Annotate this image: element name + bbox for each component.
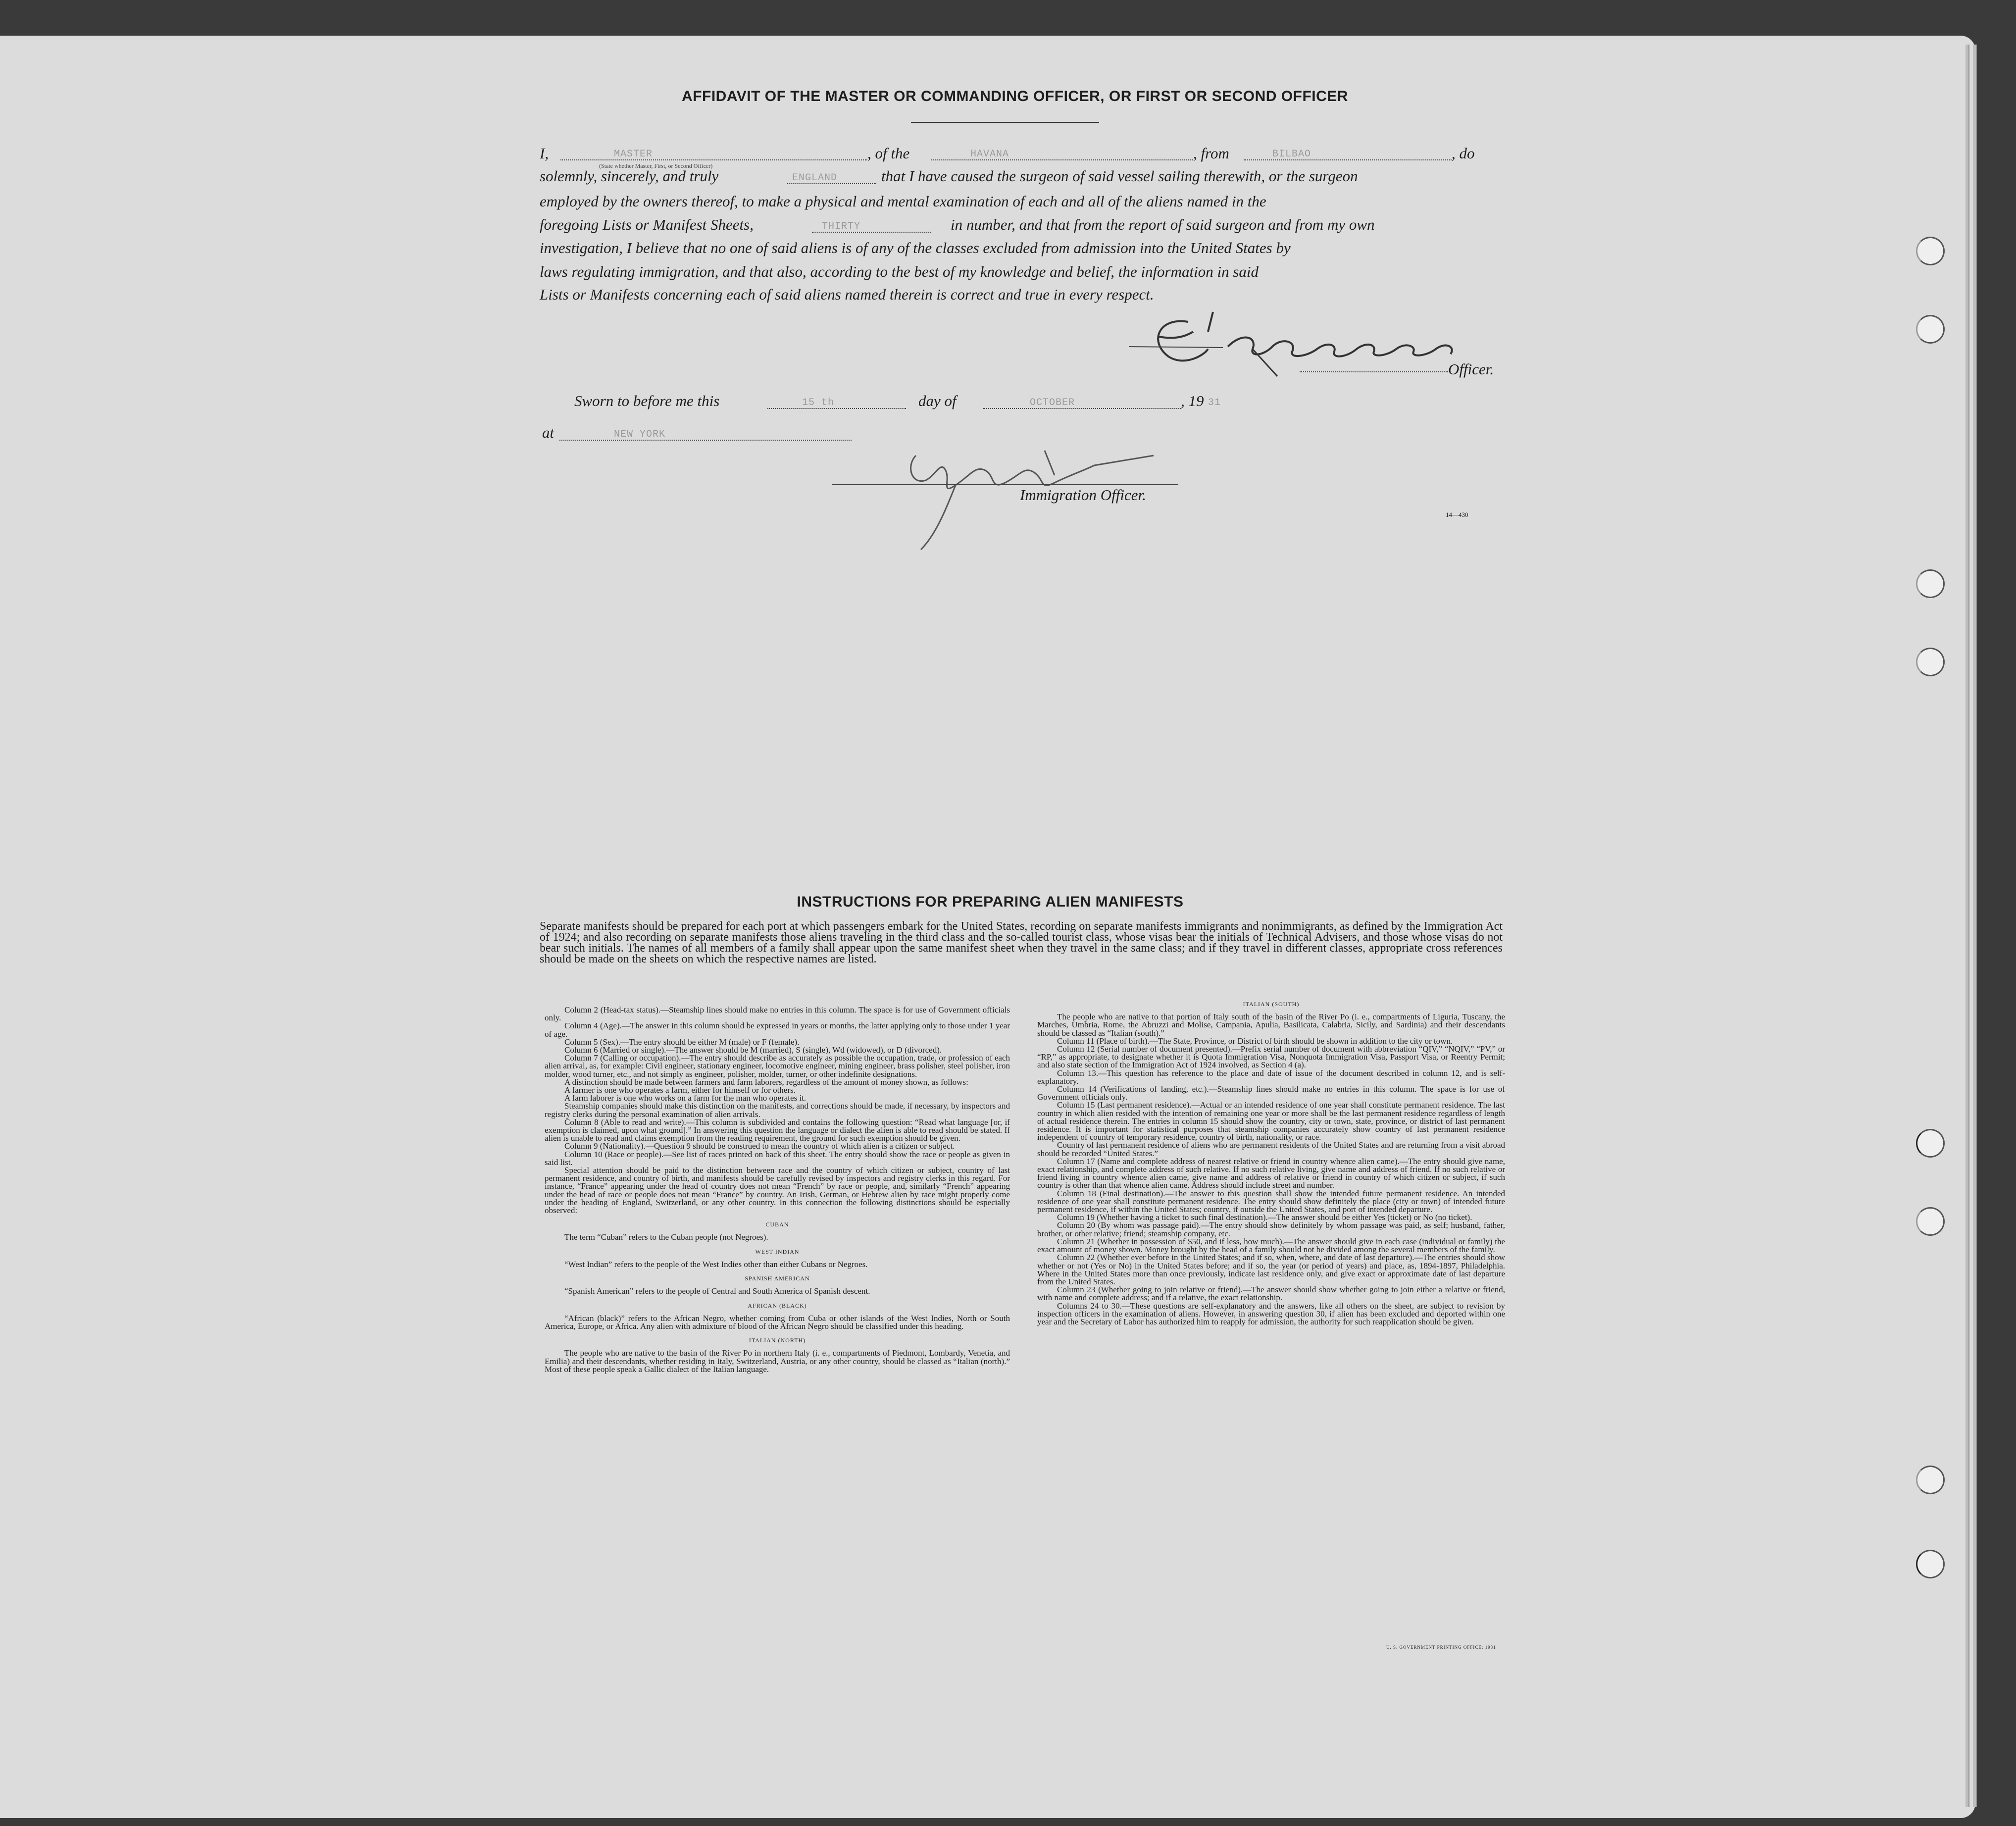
vessel-value: HAVANA <box>970 149 1009 160</box>
page-edge <box>1966 45 1969 1807</box>
cuban-heading: CUBAN <box>765 1221 789 1228</box>
spanish-american-heading: SPANISH AMERICAN <box>745 1275 810 1282</box>
col15-note: Country of last permanent residence of aliens who are permanent residents of the United States and are returning from a visit abroad should be recorded “United States.” <box>1037 1140 1505 1158</box>
line2-b: that I have caused the surgeon of said vessel sailing therewith, or the surgeon <box>881 167 1358 185</box>
rank-blank <box>560 145 867 160</box>
col7-instruction: Column 7 (Calling or occupation).—The entry should describe as accurately as possible the occupation, trade, or profession of each alien arrival, as, for example: Civil engineer, stationary engineer, locomotive engineer, mining engineer, brass polisher, steel polisher, iron molder, wood turner, etc., and not simply as engineer, polisher, molder, turner, or other indefinite designations. <box>545 1053 1010 1079</box>
italian-south-heading: ITALIAN (SOUTH) <box>1243 1001 1300 1008</box>
place-blank <box>559 425 852 441</box>
line2-a: solemnly, sincerely, and truly <box>540 167 719 185</box>
year-label: , 19 <box>1181 392 1204 409</box>
col9-instruction: Column 9 (Nationality).—Question 9 should be construed to mean the country of which alien is a citizen or subject. <box>564 1141 955 1151</box>
nationality-value: ENGLAND <box>792 172 838 184</box>
line4-b: in number, and that from the report of said surgeon and from my own <box>951 216 1375 233</box>
binder-hole-icon <box>1916 569 1945 598</box>
affidavit-line7: Lists or Manifests concerning each of said aliens named therein is correct and true in every respect. <box>540 286 1154 303</box>
spanish-american-def: “Spanish American” refers to the people of Central and South America of Spanish descent. <box>564 1286 870 1296</box>
farmer-distinction: A distinction should be made between farmers and farm laborers, regardless of the amount of money shown, as follows: <box>564 1077 968 1087</box>
form-number: 14—430 <box>1446 511 1468 518</box>
col15-instruction: Column 15 (Last permanent residence).—Actual or an intended residence of one year shall constitute permanent residence. The last country in which alien resided with the intention of remaining one year or more shall be the last permanent residence regardless of length of actual residence therein. The entries in column 15 should show the country, city or town, state, province, or district of last permanent residence. It is important for statistical purposes that steamship companies accurately show country of last permanent residence independent of country of temporary residence, country of birth, nationality, or race. <box>1037 1100 1505 1142</box>
farmer-def: A farmer is one who operates a farm, either for himself or for others. <box>564 1085 796 1095</box>
title-rule <box>911 122 1099 123</box>
year-value: 31 <box>1208 397 1221 408</box>
printer-imprint: U. S. GOVERNMENT PRINTING OFFICE: 1931 <box>1386 1645 1496 1650</box>
from-label: , from <box>1193 145 1229 162</box>
month-value: OCTOBER <box>1030 397 1075 408</box>
col13-instruction: Column 13.—This question has reference to the place and date of issue of the document described in column 12, and is self-explanatory. <box>1037 1068 1505 1086</box>
col12-instruction: Column 12 (Serial number of document presented).—Prefix serial number of document with abbreviation “QIV,” “NQIV,” “PV,” or “RP,” as appropriate, to designate whether it is Quota Immigration Visa, Nonquota Immigration Visa, Passport Visa, or Reentry Permit; and also state section of the Immigration Act of 1924 involved, as Section 4 (a). <box>1037 1044 1505 1070</box>
binder-hole-icon <box>1916 1207 1945 1236</box>
instructions-intro: Separate manifests should be prepared for each port at which passengers embark for the United States, recording on separate manifests immigrants and nonimmigrants, as defined by the Immigration Act of 1924; and also recording on separate manifests those aliens traveling in the third class and the so-called tourist class, whose visas bear the initials of Technical Advisers, and those whose visas do not bear such initials. The names of all members of a family shall appear upon the same manifest sheet when they travel in the same class; and if they travel in different classes, appropriate cross references should be made on the sheets on which the respective names are listed. <box>540 920 1503 965</box>
binder-hole-icon <box>1916 315 1945 344</box>
col21-instruction: Column 21 (Whether in possession of $50, and if less, how much).—The answer should give in each case (individual or family) the exact amount of money shown. Money brought by the head of a family should not be divided among the several members of the family. <box>1037 1236 1505 1255</box>
port-value: BILBAO <box>1272 149 1311 160</box>
binder-hole-icon <box>1916 1550 1945 1578</box>
month-blank <box>983 393 1181 409</box>
binder-hole-icon <box>1916 648 1945 676</box>
line4-a: foregoing Lists or Manifest Sheets, <box>540 216 754 233</box>
immigration-officer-line <box>832 484 1178 485</box>
affidavit-line5: investigation, I believe that no one of said aliens is of any of the classes excluded from admission into the United States by <box>540 239 1291 256</box>
col23-instruction: Column 23 (Whether going to join relative or friend).—The answer should show whether going to join either a relative or friend, with name and complete address; and if a relative, the exact relationship. <box>1037 1285 1505 1303</box>
west-indian-heading: WEST INDIAN <box>755 1248 800 1255</box>
instructions-left-column <box>545 1006 1010 1373</box>
col10-instruction: Column 10 (Race or people).—See list of races printed on back of this sheet. The entry should show the race or people as given in said list. <box>545 1149 1010 1167</box>
date-blank <box>767 393 906 409</box>
west-indian-def: “West Indian” refers to the people of the West Indies other than either Cubans or Negroes. <box>564 1259 868 1269</box>
cuban-def: The term “Cuban” refers to the Cuban people (not Negroes). <box>564 1232 768 1242</box>
italian-north-def: The people who are native to the basin of the River Po in northern Italy (i. e., compartments of Piedmont, Lombardy, Venetia, and Emilia) and their descendants, whether residing in Italy, Switzerland, Austria, or any other country, should be classed as “Italian (north).” Most of these people speak a Gallic dialect of the Italian language. <box>545 1348 1010 1374</box>
col5-instruction: Column 5 (Sex).—The entry should be either M (male) or F (female). <box>564 1037 800 1047</box>
col18-instruction: Column 18 (Final destination).—The answer to this question shall show the intended future permanent residence. An intended residence of one year shall constitute permanent residence. The entry should show definitely the place (city or town) of intended future permanent residence, if within the United States; country, if outside the United States, and port of intended departure. <box>1037 1188 1505 1215</box>
binder-hole-icon <box>1916 237 1945 265</box>
col6-instruction: Column 6 (Married or single).—The answer should be M (married), S (single), Wd (widowed), or D (divorced). <box>564 1045 942 1055</box>
african-def: “African (black)” refers to the African Negro, whether coming from Cuba or other islands of the West Indies, North or South America, Europe, or Africa. Any alien with admixture of blood of the African Negro should be classified under this heading. <box>545 1313 1010 1331</box>
sworn-label: Sworn to before me this <box>574 392 720 409</box>
affidavit-title: AFFIDAVIT OF THE MASTER OR COMMANDING OFFICER, OR FIRST OR SECOND OFFICER <box>682 88 1348 104</box>
col4-instruction: Column 4 (Age).—The answer in this column should be expressed in years or months, the latter applying only to those under 1 year of age. <box>545 1021 1010 1039</box>
farm-laborer-def: A farm laborer is one who works on a farm for the man who operates it. <box>564 1093 806 1103</box>
sheets-value: THIRTY <box>822 221 861 232</box>
col14-instruction: Column 14 (Verifications of landing, etc.).—Steamship lines should make no entries in this column. The space is for use of Government officials only. <box>1037 1084 1505 1102</box>
col22-instruction: Column 22 (Whether ever before in the United States; and if so, when, where, and date of last departure).—The entries should show whether or not (Yes or No) in the United States before; and if so, the year (or period of years) and place, as, 1894-1897, Philadelphia. Where in the United States more than once previously, indicate last residence only, and give exact or approximate date of last departure from the United States. <box>1037 1253 1505 1286</box>
day-of-label: day of <box>918 392 957 409</box>
do-label: , do <box>1452 145 1475 162</box>
african-heading: AFRICAN (BLACK) <box>748 1302 807 1309</box>
immigration-officer-label: Immigration Officer. <box>1020 486 1146 504</box>
rank-value: MASTER <box>614 149 653 160</box>
affidavit-line3: employed by the owners thereof, to make a physical and mental examination of each and all of the aliens named in the <box>540 193 1266 210</box>
col8-instruction: Column 8 (Able to read and write).—This column is subdivided and contains the following question: “Read what language [or, if exemption is claimed, upon what ground].” In answering this question the language or dialect the alien is able to read should be stated. If alien is unable to read and claims exemption from the reading requirement, the ground for such exemption should be given. <box>545 1117 1010 1143</box>
binder-hole-icon <box>1916 1466 1945 1494</box>
rank-note: (State whether Master, First, or Second Officer) <box>599 162 713 169</box>
instructions-title: INSTRUCTIONS FOR PREPARING ALIEN MANIFESTS <box>797 894 1184 910</box>
instructions-right-column <box>1037 1000 1505 1326</box>
binder-hole-icon <box>1916 1129 1945 1158</box>
col17-instruction: Column 17 (Name and complete address of nearest relative or friend in country whence alien came).—The entry should give name, exact relationship, and complete address of such relative. If no such relative living, give name and address of friend. If no such relative or friend living in country whence alien came, give name and address of relative or friend in country of which citizen or subject, if such country is other than that whence alien came. Address should include street and number. <box>1037 1156 1505 1190</box>
col2-instruction: Column 2 (Head-tax status).—Steamship lines should make no entries in this column. The space is for use of Government officials only. <box>545 1005 1010 1023</box>
italian-south-def: The people who are native to that portion of Italy south of the basin of the River Po (i. e., compartments of Liguria, Tuscany, the Marches, Umbria, Rome, the Abruzzi and Molise, Campania, Apulia, Basilicata, Calabria, Sicily, and Sardinia) and their descendants should be classed as “Italian (south).” <box>1037 1012 1505 1038</box>
affidavit-line6: laws regulating immigration, and that also, according to the best of my knowledge and belief, the information in said <box>540 263 1259 280</box>
col19-instruction: Column 19 (Whether having a ticket to such final destination).—The answer should be either Yes (ticket) or No (no ticket). <box>1057 1213 1472 1222</box>
officer-label: Officer. <box>1448 360 1494 378</box>
col11-instruction: Column 11 (Place of birth).—The State, Province, or District of birth should be shown in addition to the city or town. <box>1057 1036 1453 1046</box>
at-label: at <box>542 424 554 441</box>
place-value: NEW YORK <box>614 429 666 440</box>
race-distinction: Special attention should be paid to the distinction between race and the country of which citizen or subject, country of last permanent residence, and country of birth, and manifests should be carefully revised by inspectors and registry clerks in this regard. For instance, “France” appearing under the head of country does not mean “French” by race or people, and, similarly “French” appearing under the head of race or people does not mean “France” by country. An Irish, German, or Hebrew alien by race might properly come under the heading of England, Switzerland, or any other country. In this connection the following distinctions should be especially observed: <box>545 1166 1010 1216</box>
of-the-label: , of the <box>867 145 910 162</box>
steamship-distinction: Steamship companies should make this distinction on the manifests, and corrections should be made, if necessary, by inspectors and registry clerks during the personal examination of alien arrivals. <box>545 1101 1010 1119</box>
date-value: 15 th <box>802 397 835 408</box>
officer-blank <box>1300 356 1448 372</box>
col24-30-instruction: Columns 24 to 30.—These questions are self-explanatory and the answers, like all others on the sheet, are subject to revision by inspection officers in the examination of aliens. However, in answering question 30, if alien has been excluded and deported within one year and the Secretary of Labor has authorized him to reapply for admission, the authority for such reapplication should be given. <box>1037 1301 1505 1326</box>
col20-instruction: Column 20 (By whom was passage paid).—The entry should show definitely by whom passage was paid, as self; husband, father, brother, or other relative; friend; steamship company, etc. <box>1037 1220 1505 1238</box>
page-edge <box>1973 45 1977 1807</box>
affidavit-i: I, <box>540 145 549 162</box>
italian-north-heading: ITALIAN (NORTH) <box>749 1337 806 1344</box>
